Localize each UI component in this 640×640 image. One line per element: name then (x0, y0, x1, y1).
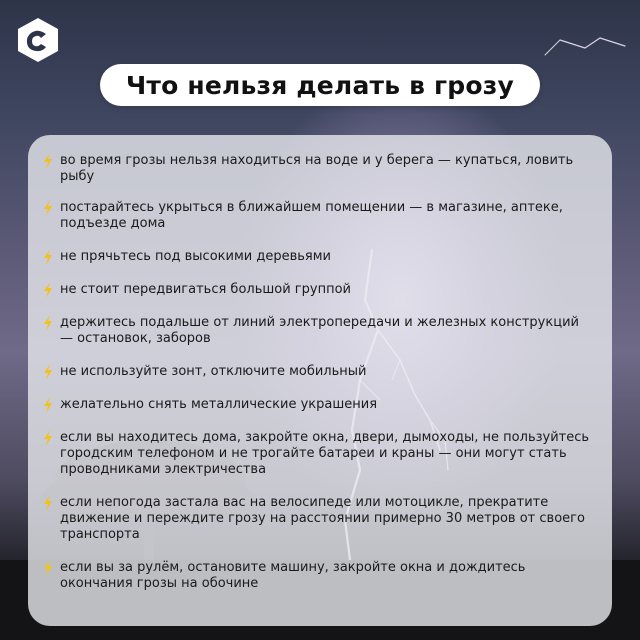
list-item (42, 397, 596, 413)
lightning-bolt-icon (42, 397, 54, 413)
lightning-bolt-icon (42, 430, 54, 446)
list-item (42, 315, 596, 347)
list-item (42, 249, 596, 265)
lightning-bolt-icon (42, 249, 54, 265)
lightning-bolt-icon (42, 315, 54, 331)
list-item (42, 560, 596, 592)
lightning-bolt-icon (42, 282, 54, 298)
list-item-text: постарайтесь укрыться в ближайшем помещении — в магазине, аптеке, подъезде дома (60, 200, 563, 231)
lightning-bolt-icon (42, 364, 54, 380)
list-item-text: не стоит передвигаться большой группой (60, 282, 351, 297)
list-item-text: держитесь подальше от линий электропередачи и железных конструкций — остановок, заборов (60, 315, 579, 346)
list-item-text: если непогода застала вас на велосипеде или мотоцикле, прекратите движение и переждите грозу на расстоянии примерно 30 метров от своего транспорта (60, 495, 585, 542)
lightning-bolt-icon (42, 200, 54, 216)
list-item (42, 495, 596, 543)
list-item-text: желательно снять металлические украшения (60, 397, 378, 412)
list-item (42, 200, 596, 232)
logo-icon (14, 16, 62, 64)
title-banner (100, 64, 540, 106)
lightning-bolt-icon (42, 560, 54, 576)
list-item-text: если вы за рулём, остановите машину, закройте окна и дождитесь окончания грозы на обочине (60, 560, 526, 591)
lightning-bolt-icon (42, 495, 54, 511)
list-item-text: если вы находитесь дома, закройте окна, двери, дымоходы, не пользуйтесь городским телефоном и не трогайте батареи и краны — они могут стать проводниками электричества (60, 430, 590, 477)
page-title: Что нельзя делать в грозу (125, 70, 514, 100)
list-item-text: во время грозы нельзя находиться на воде и у берега — купаться, ловить рыбу (60, 153, 574, 184)
list-item-text: не прячьтесь под высокими деревьями (60, 249, 331, 264)
list-item (42, 282, 596, 298)
list-item-text: не используйте зонт, отключите мобильный (60, 364, 367, 379)
list-item (42, 153, 596, 185)
tips-card (28, 135, 612, 626)
lightning-bolt-icon (42, 153, 54, 169)
list-item (42, 364, 596, 380)
list-item (42, 430, 596, 478)
